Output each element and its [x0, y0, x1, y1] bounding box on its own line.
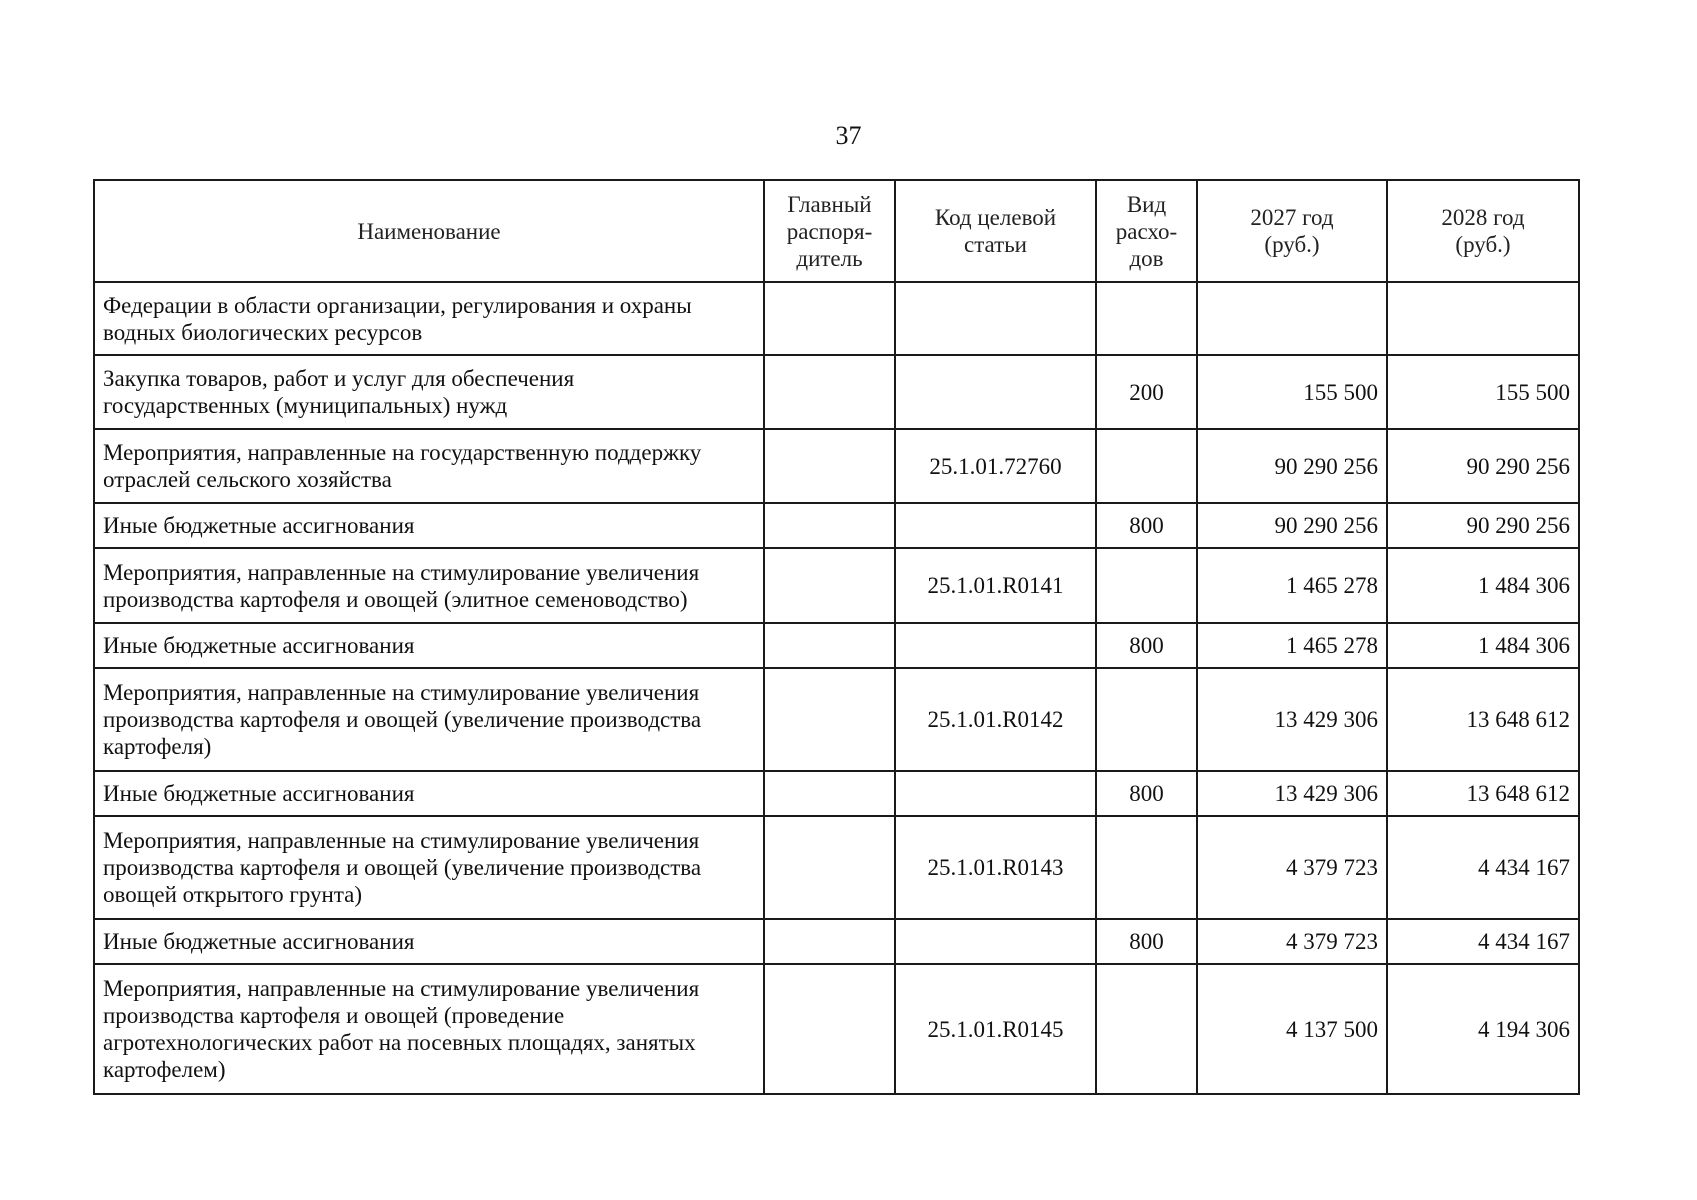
row-year-2027: 90 290 256 — [1197, 503, 1387, 548]
page-number: 37 — [835, 121, 862, 150]
row-name: Закупка товаров, работ и услуг для обеспечения государственных (муниципальных) нужд — [94, 355, 764, 429]
row-year-2028: 13 648 612 — [1387, 668, 1579, 771]
row-main-manager — [764, 429, 895, 503]
row-year-2028 — [1387, 282, 1579, 355]
table-row — [94, 282, 1579, 355]
row-year-2028: 4 434 167 — [1387, 816, 1579, 919]
row-expense-type: 800 — [1096, 771, 1197, 816]
row-target-code: 25.1.01.R0141 — [895, 548, 1096, 623]
row-year-2027: 1 465 278 — [1197, 623, 1387, 668]
row-year-2028: 155 500 — [1387, 355, 1579, 429]
row-main-manager — [764, 282, 895, 355]
table-header-row — [94, 180, 1579, 282]
table-row — [94, 771, 1579, 816]
row-target-code — [895, 623, 1096, 668]
table-row — [94, 548, 1579, 623]
row-expense-type: 800 — [1096, 919, 1197, 964]
row-name: Мероприятия, направленные на стимулирование увеличения производства картофеля и овощей (проведение агротехнологических работ на посевных площадях, занятых картофелем) — [94, 964, 764, 1094]
row-expense-type: 200 — [1096, 355, 1197, 429]
row-main-manager — [764, 623, 895, 668]
header-expense-type: Вид расхо- дов — [1096, 180, 1197, 282]
row-year-2027: 155 500 — [1197, 355, 1387, 429]
row-name: Мероприятия, направленные на стимулирование увеличения производства картофеля и овощей (увеличение производства овощей открытого грунта) — [94, 816, 764, 919]
row-target-code: 25.1.01.R0143 — [895, 816, 1096, 919]
row-name: Иные бюджетные ассигнования — [94, 919, 764, 964]
row-name: Иные бюджетные ассигнования — [94, 771, 764, 816]
row-year-2028: 1 484 306 — [1387, 548, 1579, 623]
header-year-2027: 2027 год (руб.) — [1197, 180, 1387, 282]
header-name: Наименование — [94, 180, 764, 282]
table-row — [94, 668, 1579, 771]
row-main-manager — [764, 503, 895, 548]
row-year-2027: 90 290 256 — [1197, 429, 1387, 503]
table-row — [94, 355, 1579, 429]
table-row — [94, 623, 1579, 668]
row-year-2027: 13 429 306 — [1197, 771, 1387, 816]
table-row — [94, 816, 1579, 919]
table-row — [94, 429, 1579, 503]
row-target-code: 25.1.01.72760 — [895, 429, 1096, 503]
row-name: Иные бюджетные ассигнования — [94, 623, 764, 668]
row-year-2028: 90 290 256 — [1387, 503, 1579, 548]
row-expense-type — [1096, 282, 1197, 355]
row-year-2027 — [1197, 282, 1387, 355]
row-main-manager — [764, 548, 895, 623]
table-row — [94, 919, 1579, 964]
row-expense-type — [1096, 816, 1197, 919]
row-expense-type — [1096, 964, 1197, 1094]
row-target-code — [895, 282, 1096, 355]
row-main-manager — [764, 964, 895, 1094]
budget-table — [93, 179, 1580, 1095]
row-name: Мероприятия, направленные на стимулирование увеличения производства картофеля и овощей (увеличение производства картофеля) — [94, 668, 764, 771]
row-year-2028: 4 194 306 — [1387, 964, 1579, 1094]
row-year-2027: 1 465 278 — [1197, 548, 1387, 623]
row-name: Мероприятия, направленные на стимулирование увеличения производства картофеля и овощей (элитное семеноводство) — [94, 548, 764, 623]
header-target-code: Код целевой статьи — [895, 180, 1096, 282]
row-target-code — [895, 503, 1096, 548]
row-main-manager — [764, 816, 895, 919]
table-row — [94, 964, 1579, 1094]
row-year-2028: 4 434 167 — [1387, 919, 1579, 964]
row-year-2028: 1 484 306 — [1387, 623, 1579, 668]
row-year-2027: 4 379 723 — [1197, 816, 1387, 919]
row-expense-type — [1096, 668, 1197, 771]
row-expense-type: 800 — [1096, 503, 1197, 548]
row-year-2028: 90 290 256 — [1387, 429, 1579, 503]
row-target-code — [895, 771, 1096, 816]
row-name: Мероприятия, направленные на государственную поддержку отраслей сельского хозяйства — [94, 429, 764, 503]
row-target-code — [895, 355, 1096, 429]
row-year-2027: 4 137 500 — [1197, 964, 1387, 1094]
row-year-2027: 4 379 723 — [1197, 919, 1387, 964]
header-year-2028: 2028 год (руб.) — [1387, 180, 1579, 282]
row-main-manager — [764, 919, 895, 964]
row-main-manager — [764, 771, 895, 816]
row-target-code: 25.1.01.R0142 — [895, 668, 1096, 771]
row-expense-type — [1096, 429, 1197, 503]
header-main-manager: Главный распоря- дитель — [764, 180, 895, 282]
row-target-code — [895, 919, 1096, 964]
row-year-2027: 13 429 306 — [1197, 668, 1387, 771]
row-name: Иные бюджетные ассигнования — [94, 503, 764, 548]
row-main-manager — [764, 668, 895, 771]
row-target-code: 25.1.01.R0145 — [895, 964, 1096, 1094]
table-row — [94, 503, 1579, 548]
row-year-2028: 13 648 612 — [1387, 771, 1579, 816]
row-name: Федерации в области организации, регулирования и охраны водных биологических ресурсов — [94, 282, 764, 355]
row-main-manager — [764, 355, 895, 429]
row-expense-type — [1096, 548, 1197, 623]
row-expense-type: 800 — [1096, 623, 1197, 668]
